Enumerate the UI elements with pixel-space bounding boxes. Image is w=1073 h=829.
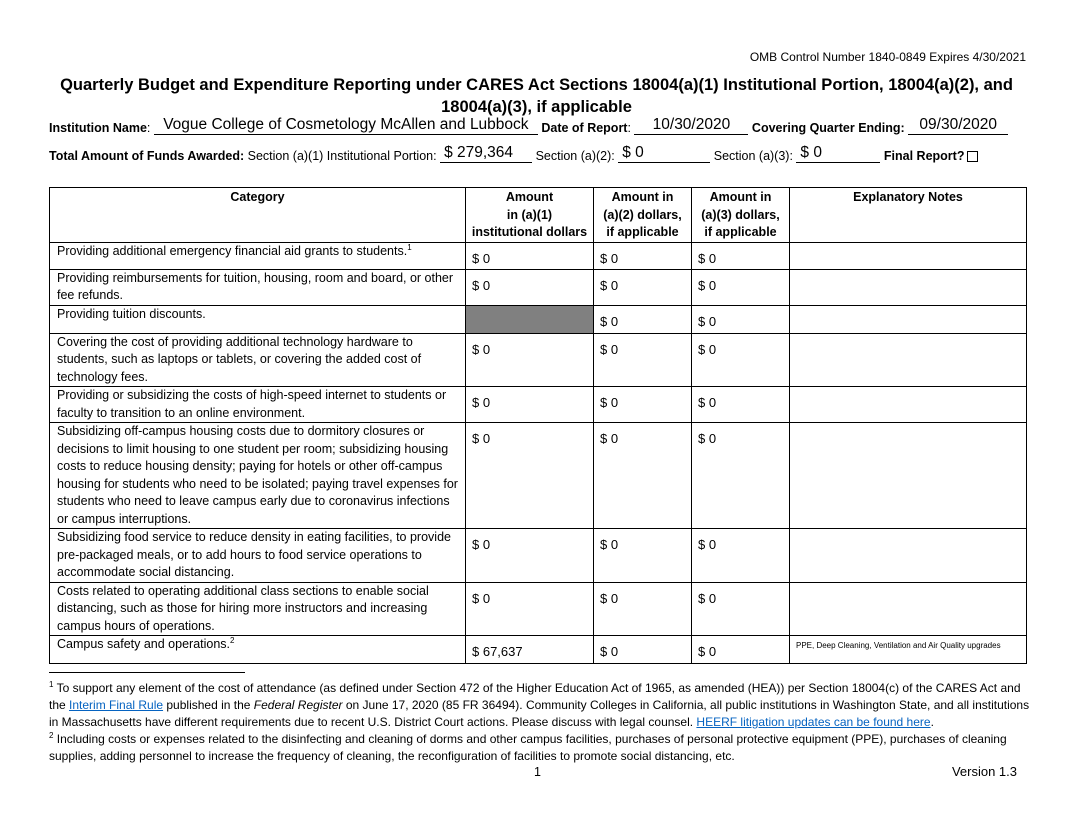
- a3-amount-cell[interactable]: $ 0: [692, 423, 790, 529]
- omb-control-number: OMB Control Number 1840-0849 Expires 4/30/2021: [749, 50, 1026, 64]
- interim-final-rule-link[interactable]: Interim Final Rule: [69, 698, 164, 712]
- total-funds-row: [49, 144, 978, 163]
- notes-cell[interactable]: [790, 387, 1027, 423]
- a3-amount-cell[interactable]: $ 0: [692, 242, 790, 269]
- a3-amount-cell[interactable]: $ 0: [692, 636, 790, 664]
- notes-cell[interactable]: [790, 423, 1027, 529]
- table-row: [50, 242, 1027, 269]
- notes-cell[interactable]: [790, 269, 1027, 305]
- category-header: Category: [50, 188, 466, 243]
- institution-label: Institution Name: [49, 121, 147, 135]
- a2-amount-cell[interactable]: $ 0: [594, 636, 692, 664]
- a2-amount-cell[interactable]: $ 0: [594, 423, 692, 529]
- a3-amount-header: Amount in (a)(3) dollars, if applicable: [692, 188, 790, 243]
- footnotes: [49, 680, 1034, 765]
- a1-amount-cell[interactable]: $ 0: [466, 423, 594, 529]
- category-cell: Providing tuition discounts.: [50, 305, 466, 333]
- table-row: [50, 529, 1027, 583]
- a3-amount-cell[interactable]: $ 0: [692, 387, 790, 423]
- a1-amount-cell[interactable]: $ 0: [466, 269, 594, 305]
- a2-amount-cell[interactable]: $ 0: [594, 387, 692, 423]
- a1-amount-cell[interactable]: $ 0: [466, 529, 594, 583]
- category-cell: Campus safety and operations.$^2$: [50, 636, 466, 664]
- a1-amount-cell[interactable]: $ 0: [466, 582, 594, 636]
- page-number: 1: [534, 765, 541, 779]
- a3-amount-cell[interactable]: $ 0: [692, 269, 790, 305]
- date-label: Date of Report: [541, 121, 628, 135]
- a1-amount-cell[interactable]: $ 0: [466, 333, 594, 387]
- a1-amount-cell-disabled: [466, 305, 594, 333]
- a1-amount-cell[interactable]: $ 0: [466, 387, 594, 423]
- heerf-litigation-link[interactable]: HEERF litigation updates can be found here: [696, 715, 931, 729]
- table-row: [50, 387, 1027, 423]
- table-row: [50, 582, 1027, 636]
- a2-amount-header: Amount in (a)(2) dollars, if applicable: [594, 188, 692, 243]
- a2-amount-cell[interactable]: $ 0: [594, 333, 692, 387]
- a2-amount-cell[interactable]: $ 0: [594, 305, 692, 333]
- table-row: [50, 305, 1027, 333]
- version-label: Version 1.3: [951, 764, 1017, 779]
- a1-label: Section (a)(1) Institutional Portion:: [247, 149, 437, 163]
- table-row: [50, 333, 1027, 387]
- a3-amount-cell[interactable]: $ 0: [692, 582, 790, 636]
- final-report-label: Final Report?: [883, 149, 965, 163]
- a2-amount-cell[interactable]: $ 0: [594, 242, 692, 269]
- expenditure-table: [49, 187, 1027, 664]
- a1-amount-header: Amount in (a)(1) institutional dollars: [466, 188, 594, 243]
- table-row: [50, 636, 1027, 664]
- notes-cell[interactable]: [790, 333, 1027, 387]
- a3-label: Section (a)(3):: [713, 149, 793, 163]
- table-row: [50, 423, 1027, 529]
- final-report-checkbox[interactable]: [967, 151, 978, 162]
- institution-row: Institution Name: Vogue College of Cosmetology McAllen and Lubbock Date of Report: 10/30/2020 Covering Quarter Ending: 09/30/2020: [49, 120, 1008, 135]
- a1-amount-field[interactable]: $ 279,364: [440, 148, 532, 163]
- a1-amount-cell[interactable]: $ 0: [466, 242, 594, 269]
- a3-amount-cell[interactable]: $ 0: [692, 529, 790, 583]
- category-cell: Providing additional emergency financial aid grants to students.$^1$: [50, 242, 466, 269]
- a3-amount-cell[interactable]: $ 0: [692, 333, 790, 387]
- notes-cell[interactable]: [790, 305, 1027, 333]
- table-header-row: [50, 188, 1027, 243]
- a2-amount-cell[interactable]: $ 0: [594, 582, 692, 636]
- institution-name-field[interactable]: Vogue College of Cosmetology McAllen and Lubbock: [154, 120, 538, 135]
- a2-amount-field[interactable]: $ 0: [618, 148, 710, 163]
- footnote-2: $^2$ Including costs or expenses related to the disinfecting and cleaning of dorms and other campus facilities, purchases of personal protective equipment (PPE), purchases of cleaning supplies, adding personnel to increase the frequency of cleaning, the reconfiguration of facilities to promote social distancing, etc.: [49, 731, 1007, 763]
- table-row: [50, 269, 1027, 305]
- a3-amount-cell[interactable]: $ 0: [692, 305, 790, 333]
- quarter-ending-field[interactable]: 09/30/2020: [908, 120, 1008, 135]
- date-of-report-field[interactable]: 10/30/2020: [634, 120, 748, 135]
- category-cell: Subsidizing food service to reduce density in eating facilities, to provide pre-packaged meals, or to add hours to food service operations to accommodate social distancing.: [50, 529, 466, 583]
- category-cell: Covering the cost of providing additional technology hardware to students, such as laptops or tablets, or covering the added cost of technology fees.: [50, 333, 466, 387]
- title-line-2: 18004(a)(3), if applicable: [441, 98, 632, 116]
- notes-cell[interactable]: PPE, Deep Cleaning, Ventilation and Air Quality upgrades: [790, 636, 1027, 664]
- category-cell: Subsidizing off-campus housing costs due to dormitory closures or decisions to limit housing to one student per room; subsidizing housing costs to reduce housing density; paying for hotels or other off-campus housing for students who need to be isolated; paying travel expenses for students who need to leave campus early due to coronavirus infections or campus interruptions.: [50, 423, 466, 529]
- title-line-1: Quarterly Budget and Expenditure Reporting under CARES Act Sections 18004(a)(1) Institutional Portion, 18004(a)(2), and: [60, 76, 1013, 94]
- notes-cell[interactable]: [790, 242, 1027, 269]
- quarter-label: Covering Quarter Ending:: [751, 121, 905, 135]
- a1-amount-cell[interactable]: $ 67,637: [466, 636, 594, 664]
- a2-amount-cell[interactable]: $ 0: [594, 529, 692, 583]
- footnote-divider: [49, 672, 245, 673]
- category-cell: Providing or subsidizing the costs of high-speed internet to students or faculty to transition to an online environment.: [50, 387, 466, 423]
- page-title: [40, 74, 1033, 118]
- a2-amount-cell[interactable]: $ 0: [594, 269, 692, 305]
- notes-header: Explanatory Notes: [790, 188, 1027, 243]
- total-funds-label: Total Amount of Funds Awarded:: [49, 149, 245, 163]
- notes-cell[interactable]: [790, 582, 1027, 636]
- a3-amount-field[interactable]: $ 0: [796, 148, 880, 163]
- notes-cell[interactable]: [790, 529, 1027, 583]
- a2-label: Section (a)(2):: [535, 149, 615, 163]
- category-cell: Costs related to operating additional class sections to enable social distancing, such as those for hiring more instructors and increasing campus hours of operations.: [50, 582, 466, 636]
- footnote-1: $^1$ To support any element of the cost of attendance (as defined under Section 472 of the Higher Education Act of 1965, as amended (HEA)) per Section 18004(c) of the CARES Act and the Interim Final Rule published in the Federal Register on June 17, 2020 (85 FR 36494). Community Colleges in California, all public institutions in Washington State, and all institutions in Massachusetts have different requirements due to recent U.S. District Court actions. Please discuss with legal counsel. HEERF litigation updates can be found here.: [49, 680, 1030, 729]
- category-cell: Providing reimbursements for tuition, housing, room and board, or other fee refunds.: [50, 269, 466, 305]
